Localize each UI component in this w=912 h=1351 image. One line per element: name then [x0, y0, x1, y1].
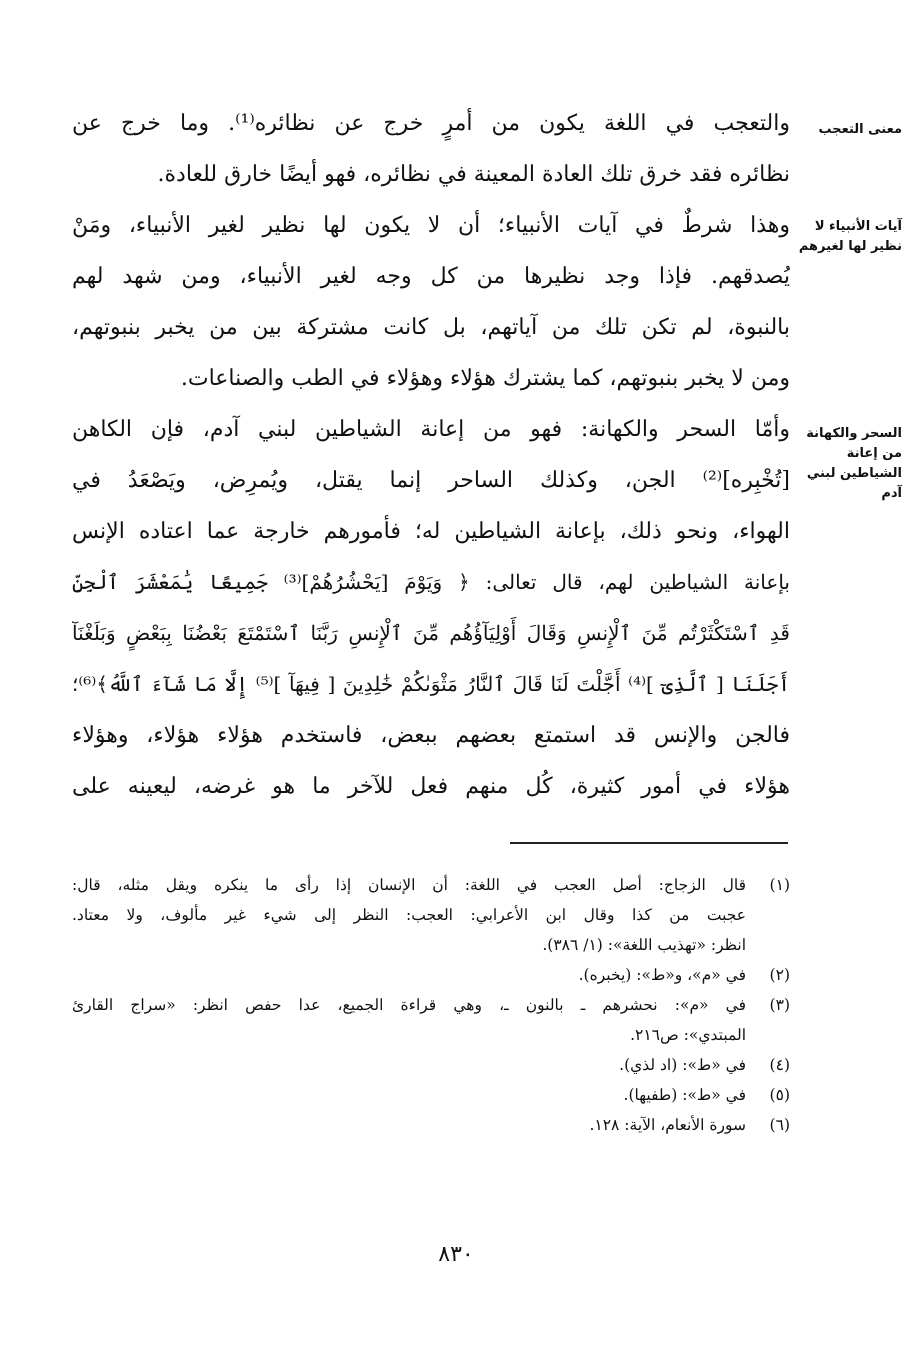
footnote-line: سورة الأنعام، الآية: ١٢٨.	[589, 1116, 746, 1134]
verse-line: أَجَلَنَا [ ٱلَّذِىٓ ]⁽⁴⁾ أَجَّلْتَ لَنَا قَالَ ٱلنَّارُ مَثْوَىٰكُمْ خَٰلِدِينَ [ فِيهَآ ]⁽⁵⁾ إِلَّا مَا شَآءَ ٱللَّهُ﴾⁽⁶⁾؛	[72, 672, 790, 696]
body-line: وهذا شرطٌ في آيات الأنبياء؛ أن لا يكون لها نظير لغير الأنبياء، ومَنْ	[72, 213, 790, 238]
footnote-1	[72, 870, 790, 960]
footnote-number: (٤)	[769, 1056, 790, 1074]
footnote-number: (٢)	[769, 966, 790, 984]
footnote-6	[72, 1110, 790, 1140]
body-text	[72, 98, 790, 812]
footnote-number: (٦)	[769, 1116, 790, 1134]
footnote-line: عجبت من كذا وقال ابن الأعرابي: العجب: النظر إلى شيء غير مألوف، ولا معتاد.	[72, 906, 746, 924]
body-line: وأمّا السحر والكهانة: فهو من إعانة الشياطين لبني آدم، فإن الكاهن	[72, 417, 790, 442]
footnote-line: في «ط»: (اد لذي).	[619, 1056, 746, 1074]
footnotes	[72, 870, 790, 1140]
footnote-line: انظر: «تهذيب اللغة»: (١/ ٣٨٦).	[542, 936, 746, 954]
footnote-line: قال الزجاج: أصل العجب في اللغة: أن الإنسان إذا رأى ما ينكره ويقل مثله، قال:	[72, 876, 746, 894]
footnote-3	[72, 990, 790, 1050]
footnote-number: (١)	[769, 876, 790, 894]
body-line: يُصدقهم. فإذا وجد نظيرها من كل وجه لغير الأنبياء، ومن شهد لهم	[72, 264, 790, 289]
body-line: بالنبوة، لم تكن تلك من آياتهم، بل كانت مشتركة بين من يخبر بنبوتهم،	[72, 315, 790, 340]
footnote-number: (٥)	[769, 1086, 790, 1104]
footnote-4	[72, 1050, 790, 1080]
footnote-2	[72, 960, 790, 990]
footnote-line: في «م»: نحشرهم ـ بالنون ـ، وهي قراءة الجميع، عدا حفص انظر: «سراج القارئ	[72, 996, 746, 1014]
footnote-line: في «ط»: (طفيها).	[623, 1086, 746, 1104]
verse-line: قَدِ ٱسْتَكْثَرْتُم مِّنَ ٱلْإِنسِ وَقَالَ أَوْلِيَآؤُهُم مِّنَ ٱلْإِنسِ رَبَّنَا ٱسْتَمْتَعَ بَعْضُنَا بِبَعْضٍ وَبَلَغْنَآ	[72, 621, 790, 645]
body-line: نظائره فقد خرق تلك العادة المعينة في نظائره، فهو أيضًا خارق للعادة.	[157, 162, 790, 187]
margin-note-wonder: معنى التعجب	[818, 122, 902, 137]
footnote-line: المبتدي»: ص٢١٦.	[630, 1026, 746, 1044]
margin-notes	[794, 0, 902, 860]
body-line: الهواء، ونحو ذلك، بإعانة الشياطين له؛ فأمورهم خارجة عما اعتاده الإنس	[72, 519, 790, 544]
body-line: [تُخْبِره]⁽²⁾ الجن، وكذلك الساحر إنما يقتل، ويُمرِض، ويَصْعَدُ في	[72, 468, 790, 493]
body-line: ومن لا يخبر بنبوتهم، كما يشترك هؤلاء وهؤلاء في الطب والصناعات.	[180, 366, 790, 391]
verse-line: بإعانة الشياطين لهم، قال تعالى: ﴿ وَيَوْمَ [يَحْشُرُهُمْ]⁽³⁾ جَمِيعًا يَٰمَعْشَرَ ٱلْجِنِّ	[72, 570, 790, 594]
footnote-5	[72, 1080, 790, 1110]
footnote-number: (٣)	[769, 996, 790, 1014]
margin-note-prophets: آيات الأنبياء لا نظير لها لغيرهم	[798, 219, 902, 254]
body-line: والتعجب في اللغة يكون من أمرٍ خرج عن نظائره⁽¹⁾. وما خرج عن	[72, 111, 790, 136]
footnote-line: في «م»، و«ط»: (يخبره).	[578, 966, 746, 984]
page-number: ٨٣٠	[438, 1242, 474, 1267]
footnote-divider	[510, 842, 788, 844]
body-line: فالجن والإنس قد استمتع بعضهم ببعض، فاستخدم هؤلاء هؤلاء، وهؤلاء	[72, 723, 790, 748]
margin-note-magic: السحر والكهانة من إعانة الشياطين لبني آدم	[806, 426, 902, 501]
body-line: هؤلاء في أمور كثيرة، كُل منهم فعل للآخر ما هو غرضه، ليعينه على	[72, 774, 790, 799]
